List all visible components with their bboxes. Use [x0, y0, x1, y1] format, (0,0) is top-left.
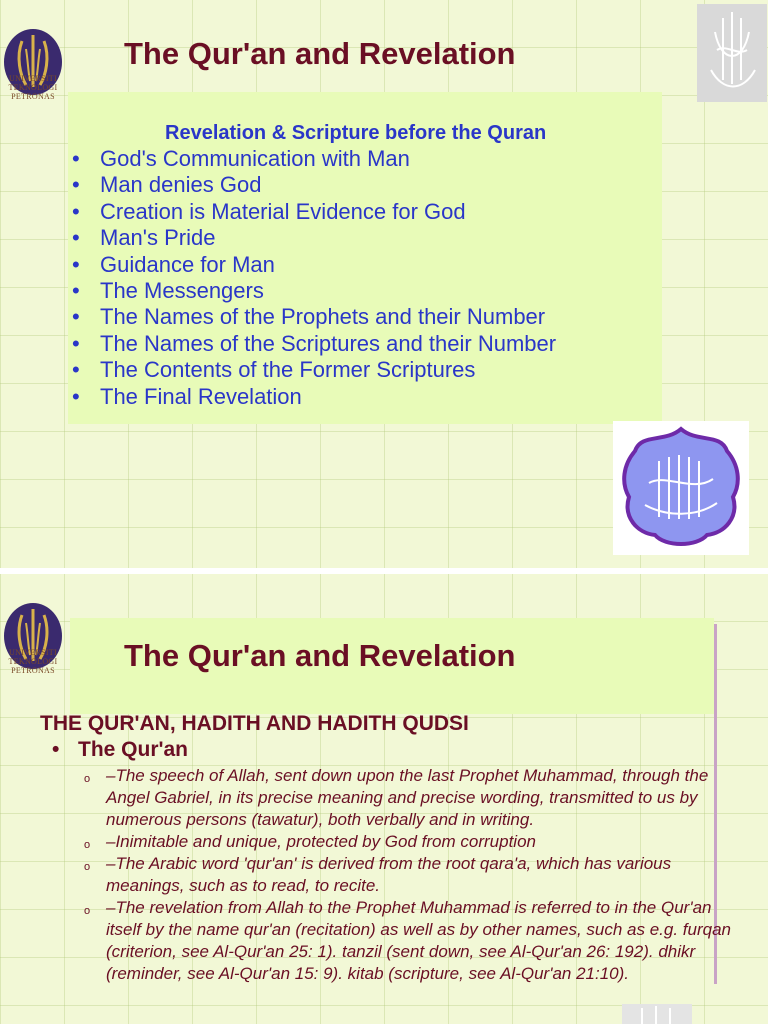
section-label: • The Qur'an [52, 738, 188, 762]
list-item: • The Final Revelation [72, 384, 556, 410]
definition-list [84, 765, 734, 985]
logo-line-2: TEKNOLOGI [8, 657, 58, 666]
slide-title: The Qur'an and Revelation [124, 638, 516, 673]
slide-subtitle: Revelation & Scripture before the Quran [165, 122, 547, 144]
list-item: • God's Communication with Man [72, 146, 556, 172]
logo-line-1: UNIVERSITI [9, 74, 57, 83]
section-heading: THE QUR'AN, HADITH AND HADITH QUDSI [40, 712, 469, 735]
logo-line-1: UNIVERSITI [9, 648, 57, 657]
list-item: • The Names of the Prophets and their Number [72, 304, 556, 330]
list-item: o –The revelation from Allah to the Prophet Muhammad is referred to in the Qur'an itself by the name qur'an (recitation) as well as by other names, such as e.g. furqan (criterion, see Al-Qur'an 25: 1). tanzil (sent down, see Al-Qur'an 26: 192). dhikr (reminder, see Al-Qur'an 15: 9). kitab (scripture, see Al-Qur'an 21:10). [84, 897, 734, 985]
logo-line-3: PETRONAS [11, 92, 55, 101]
logo-caption [0, 74, 66, 101]
logo-caption [0, 648, 66, 675]
list-item: o –Inimitable and unique, protected by God from corruption [84, 831, 734, 853]
utp-logo [2, 578, 64, 694]
topic-list [72, 146, 556, 410]
calligraphy-seal-icon [697, 4, 767, 102]
calligraphy-medallion-icon [613, 421, 749, 555]
list-item: • Guidance for Man [72, 252, 556, 278]
list-item: • The Messengers [72, 278, 556, 304]
list-item: • Creation is Material Evidence for God [72, 199, 556, 225]
list-item: o –The Arabic word 'qur'an' is derived from the root qara'a, which has various meanings, such as to read, to recite. [84, 853, 734, 897]
list-item: • The Names of the Scriptures and their Number [72, 331, 556, 357]
logo-line-3: PETRONAS [11, 666, 55, 675]
logo-line-2: TEKNOLOGI [8, 83, 58, 92]
list-item: • The Contents of the Former Scriptures [72, 357, 556, 383]
list-item: o –The speech of Allah, sent down upon the last Prophet Muhammad, through the Angel Gabriel, in its precise meaning and precise wording, transmitted to us by numerous persons (tawatur), both verbally and in writing. [84, 765, 734, 831]
calligraphy-corner-icon [622, 1004, 692, 1024]
slide-title: The Qur'an and Revelation [124, 36, 516, 71]
utp-logo [2, 4, 64, 120]
list-item: • Man denies God [72, 172, 556, 198]
list-item: • Man's Pride [72, 225, 556, 251]
